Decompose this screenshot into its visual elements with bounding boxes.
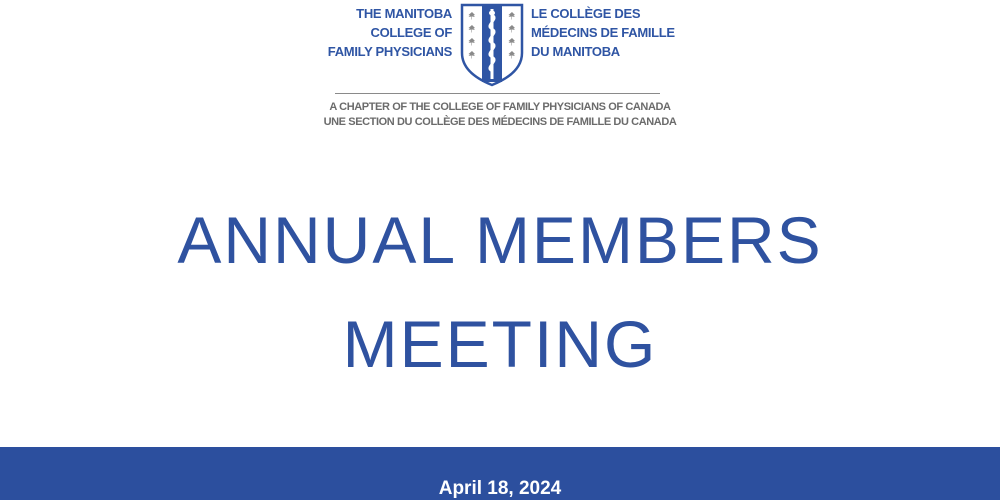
org-name-french-line: DU MANITOBA [531, 44, 620, 59]
meeting-title-line-2: MEETING [342, 307, 658, 381]
college-logo [0, 0, 1000, 140]
meeting-title [0, 188, 1000, 396]
chapter-tagline-french: UNE SECTION DU COLLÈGE DES MÉDECINS DE FAMILLE DU CANADA [323, 116, 677, 128]
org-name-english-line: FAMILY PHYSICIANS [327, 44, 452, 59]
org-name-french-line: MÉDECINS DE FAMILLE [531, 25, 675, 40]
caduceus-crest-icon [460, 3, 524, 87]
org-name-english [300, 4, 452, 61]
org-name-french [531, 4, 731, 61]
chapter-tagline [300, 100, 700, 130]
org-name-french-line: LE COLLÈGE DES [531, 6, 641, 21]
logo-divider [335, 93, 660, 94]
chapter-tagline-english: A CHAPTER OF THE COLLEGE OF FAMILY PHYSICIANS OF CANADA [329, 101, 671, 113]
footer-bar [0, 447, 1000, 500]
org-name-english-line: THE MANITOBA [356, 6, 452, 21]
meeting-date: April 18, 2024 [438, 478, 562, 499]
org-name-english-line: COLLEGE OF [370, 25, 452, 40]
meeting-title-line-1: ANNUAL MEMBERS [177, 203, 823, 277]
